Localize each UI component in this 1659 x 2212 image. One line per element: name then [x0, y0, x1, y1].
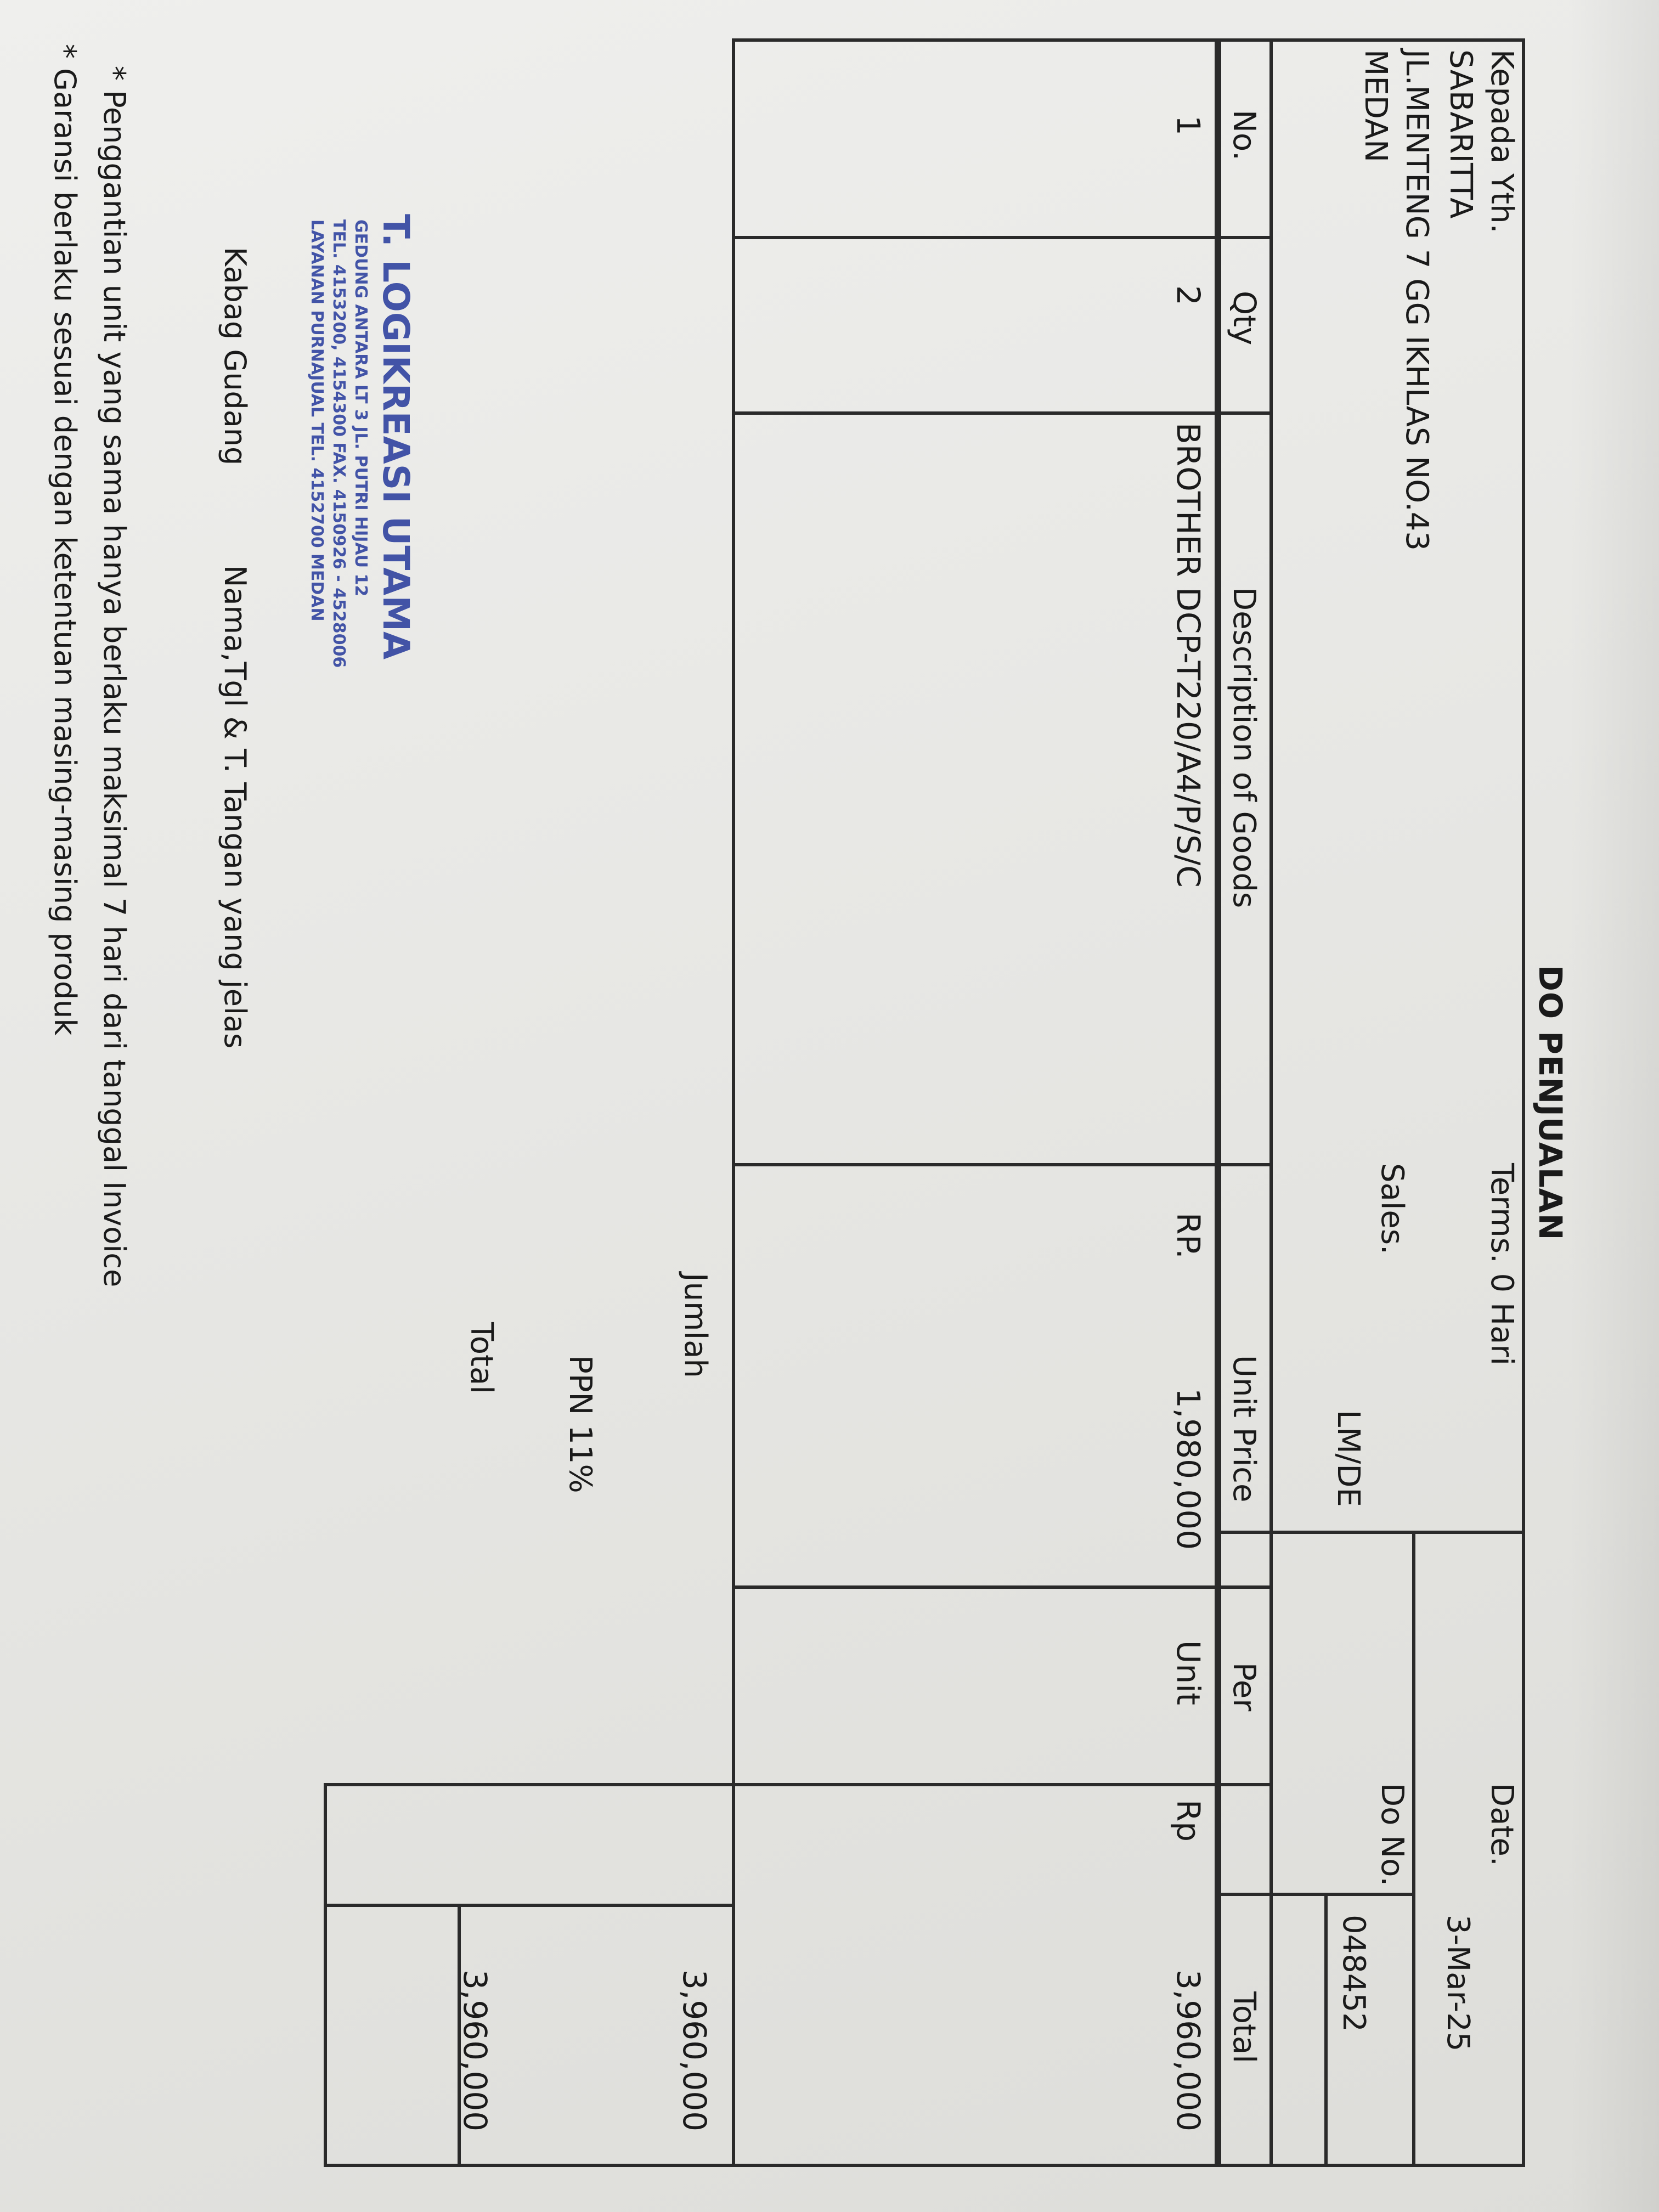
date-label: Date.	[1484, 1783, 1520, 1866]
row-no: 1	[1170, 115, 1207, 136]
do-number-value: 048452	[1336, 1915, 1372, 2032]
table-header-bottom	[1215, 38, 1218, 2167]
col-header-description: Description of Goods	[1226, 587, 1262, 909]
header-hline-2	[1324, 1893, 1328, 2167]
header-divider-2	[1218, 1893, 1415, 1896]
col-sep-desc	[732, 411, 1273, 415]
stamp-line-1: GEDUNG ANTARA LT 3 JL. PUTRI HIJAU 12	[351, 219, 370, 597]
summary-bottom-border	[324, 1783, 327, 2167]
delivery-order-document	[11, 16, 1591, 2189]
summary-inner-divider	[324, 1904, 735, 1907]
date-value: 3-Mar-25	[1440, 1915, 1476, 2052]
table-left-border	[732, 38, 1273, 42]
sales-label: Sales.	[1374, 1163, 1410, 1255]
header-hline	[1412, 1531, 1415, 2167]
do-number-label: Do No.	[1374, 1783, 1410, 1887]
jumlah-value: 3,960,000	[676, 1970, 713, 2132]
jumlah-label: Jumlah	[678, 1273, 713, 1378]
table-bottom-border	[732, 38, 735, 2167]
summary-left-border	[324, 1783, 735, 1786]
row-per: Unit	[1170, 1640, 1207, 1706]
header-box	[1218, 38, 1525, 2167]
row-currency: RP.	[1170, 1212, 1207, 1259]
col-header-total: Total	[1226, 1991, 1262, 2063]
col-sep-per	[732, 1585, 1273, 1589]
customer-name: SABARITTA	[1443, 49, 1479, 219]
document-title: DO PENJUALAN	[1532, 964, 1569, 1241]
row-unit-price: 1,980,000	[1170, 1388, 1207, 1550]
table-right-border	[732, 2164, 1525, 2167]
customer-city: MEDAN	[1358, 49, 1393, 163]
customer-address: JL.MENTENG 7 GG IKHLAS NO.43	[1399, 49, 1435, 551]
row-qty: 2	[1170, 285, 1207, 306]
summary-total-label: Total	[464, 1322, 499, 1394]
summary-total-value: 3,960,000	[456, 1970, 494, 2132]
signature-instruction: Nama,Tgl & T. Tangan yang jelas	[218, 565, 252, 1049]
row-description: BROTHER DCP-T220/A4/P/S/C	[1170, 422, 1207, 888]
summary-right-border	[324, 2164, 735, 2167]
note-warranty: * Garansi berlaku sesuai dengan ketentuan masing-masing produk	[48, 44, 82, 1036]
sales-code: LM/DE	[1330, 1410, 1366, 1507]
header-divider	[1218, 1531, 1525, 1534]
stamp-line-3: LAYANAN PURNAJUAL TEL. 4152700 MEDAN	[307, 219, 326, 622]
stamp-name: T. LOGIKREASI UTAMA	[375, 214, 417, 660]
table-top-border	[1269, 38, 1273, 2167]
signature-role: Kabag Gudang	[218, 247, 252, 466]
ppn-label: PPN 11%	[562, 1355, 598, 1493]
note-replacement: * Penggantian unit yang sama hanya berlaku maksimal 7 hari dari tanggal Invoice	[97, 66, 132, 1288]
col-header-qty: Qty	[1226, 291, 1262, 346]
col-sep-total	[732, 1783, 1273, 1786]
col-header-per: Per	[1226, 1662, 1262, 1712]
col-header-unit-price: Unit Price	[1226, 1355, 1262, 1503]
stamp-line-2: TEL. 4153200, 4154300 FAX. 4150926 - 4528006	[329, 219, 348, 668]
to-label: Kepada Yth.	[1484, 49, 1520, 234]
col-header-no: No.	[1226, 110, 1262, 161]
col-sep-price	[732, 1163, 1273, 1166]
row-total: 3,960,000	[1170, 1970, 1207, 2132]
col-sep-qty	[732, 236, 1273, 239]
terms: Terms. 0 Hari	[1484, 1163, 1520, 1365]
row-total-currency: Rp	[1170, 1799, 1207, 1842]
